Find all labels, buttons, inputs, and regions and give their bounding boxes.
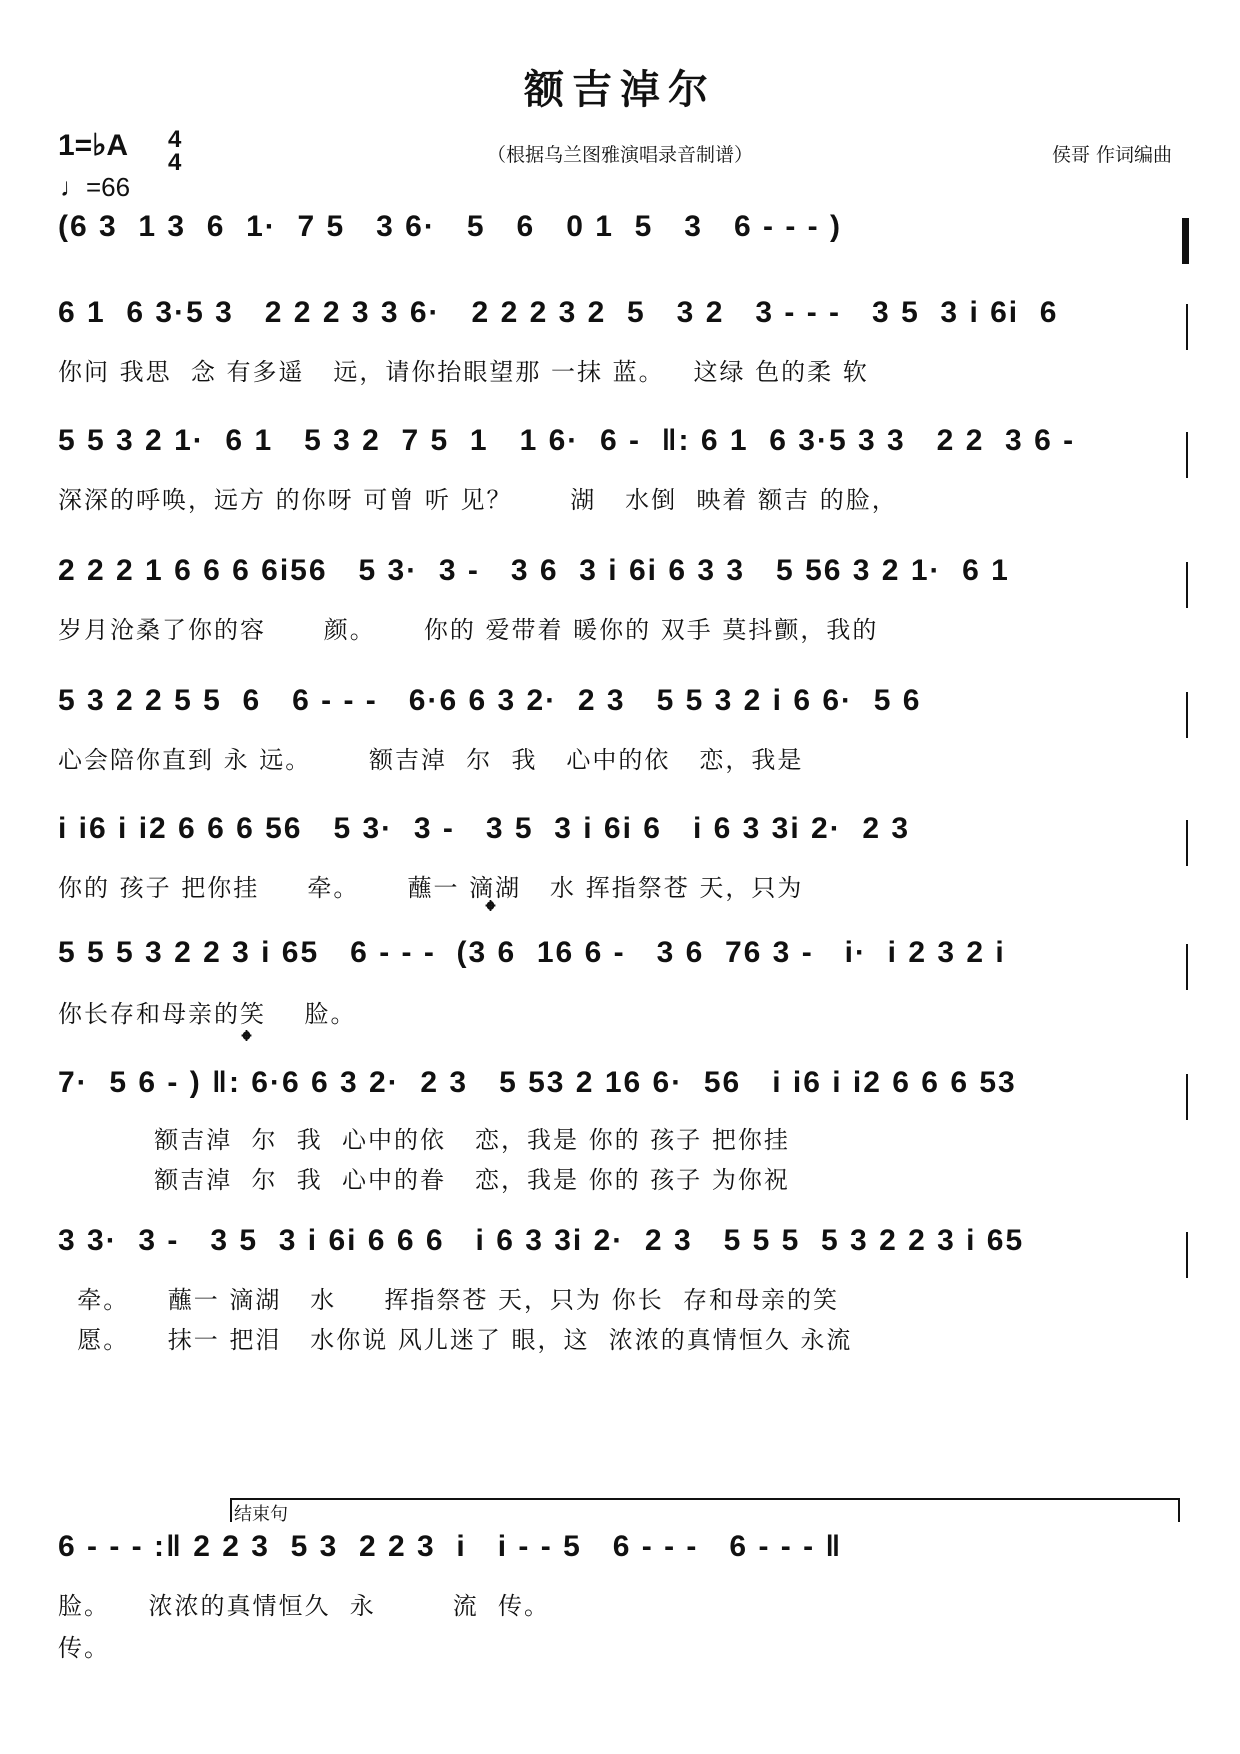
staff-line-8	[58, 1066, 1188, 1126]
notes: (6 3 1 3 6 1· 7 5 3 6· 5 6 0 1 5 3 6 - - - )	[58, 210, 842, 243]
notes: 2 2 2 1 6 6 6 6i56 5 3· 3 - 3 6 3 i 6i 6 3 3 5 56 3 2 1· 6 1	[58, 554, 1010, 587]
lyric-line: 脸。 浓浓的真情恒久 永 流 传。	[58, 1592, 551, 1620]
page-title: 额吉淖尔	[524, 66, 716, 113]
lyric-line: 传。	[58, 1634, 110, 1662]
staff-line-1	[58, 210, 1188, 270]
lyric-line: 愿。 抹一 把泪 水你说 风儿迷了 眼，这 浓浓的真情恒久 永流	[58, 1326, 853, 1354]
barline	[1182, 218, 1189, 264]
staff-line-5	[58, 684, 1188, 744]
time-bottom: 4	[168, 149, 182, 176]
ending-label: 结束句	[234, 1504, 288, 1525]
barline	[1186, 1074, 1188, 1120]
ending-bracket	[230, 1498, 1180, 1522]
lyric-line: 你长存和母亲的笑 脸。	[58, 1000, 357, 1028]
barline	[1186, 692, 1188, 738]
tempo-mark: ♩=66	[60, 172, 131, 202]
lyric-line: 岁月沧桑了你的容 颜。 你的 爱带着 暖你的 双手 莫抖颤，我的	[58, 616, 879, 644]
notes: 5 5 3 2 1· 6 1 5 3 2 7 5 1 1 6· 6 - ‖: 6 1 6 3·5 3 3 2 2 3 6 -	[58, 424, 1076, 457]
barline	[1186, 562, 1188, 608]
notes: 3 3· 3 - 3 5 3 i 6i 6 6 6 i 6 3 3i 2· 2 3 5 5 5 5 3 2 2 3 i 65	[58, 1224, 1025, 1257]
staff-line-9	[58, 1224, 1188, 1284]
subtitle: （根据乌兰图雅演唱录音制谱）	[486, 144, 753, 166]
lyric-line: 心会陪你直到 永 远。 额吉淖 尔 我 心中的依 恋，我是	[58, 746, 804, 774]
lyric-line: 牵。 蘸一 滴湖 水 挥指祭苍 天，只为 你长 存和母亲的笑	[58, 1286, 839, 1314]
staff-line-4	[58, 554, 1188, 614]
notes: 6 - - - :‖ 2 2 3 5 3 2 2 3 i i - - 5 6 - - - 6 - - - ‖	[58, 1530, 843, 1563]
notes: 7· 5 6 - ) ‖: 6·6 6 3 2· 2 3 5 53 2 16 6· 56 i i6 i i2 6 6 6 53	[58, 1066, 1017, 1099]
coda-icon: 𝄌	[242, 1026, 251, 1056]
barline	[1186, 944, 1188, 990]
time-signature	[168, 128, 181, 174]
coda-icon: 𝄌	[486, 896, 495, 926]
barline	[1186, 432, 1188, 478]
staff-line-6	[58, 812, 1188, 872]
time-top: 4	[168, 126, 182, 153]
notes: 5 3 2 2 5 5 6 6 - - - 6·6 6 3 2· 2 3 5 5 3 2 i 6 6· 5 6	[58, 684, 922, 717]
notes: i i6 i i2 6 6 6 56 5 3· 3 - 3 5 3 i 6i 6 i 6 3 3i 2· 2 3	[58, 812, 911, 845]
key-signature: 1=♭A	[58, 129, 129, 162]
lyric-line: 你问 我思 念 有多遥 远，请你抬眼望那 一抹 蓝。 这绿 色的柔 软	[58, 358, 869, 386]
staff-line-7	[58, 936, 1188, 996]
composer-credit: 侯哥 作词编曲	[1051, 144, 1172, 166]
staff-line-2	[58, 296, 1188, 356]
barline	[1186, 304, 1188, 350]
lyric-line: 额吉淖 尔 我 心中的眷 恋，我是 你的 孩子 为你祝	[58, 1166, 790, 1194]
notes: 5 5 5 3 2 2 3 i 65 6 - - - (3 6 16 6 - 3 6 76 3 - i· i 2 3 2 i	[58, 936, 1006, 969]
lyric-line: 额吉淖 尔 我 心中的依 恋，我是 你的 孩子 把你挂	[58, 1126, 790, 1154]
notes: 6 1 6 3·5 3 2 2 2 3 3 6· 2 2 2 3 2 5 3 2 3 - - - 3 5 3 i 6i 6	[58, 296, 1059, 329]
lyric-line: 深深的呼唤，远方 的你呀 可曾 听 见？ 湖 水倒 映着 额吉 的脸，	[58, 486, 898, 514]
lyric-line: 你的 孩子 把你挂 牵。 蘸一 滴湖 水 挥指祭苍 天，只为	[58, 874, 804, 902]
barline	[1186, 820, 1188, 866]
staff-line-10	[58, 1530, 1188, 1590]
barline	[1186, 1232, 1188, 1278]
staff-line-3	[58, 424, 1188, 484]
